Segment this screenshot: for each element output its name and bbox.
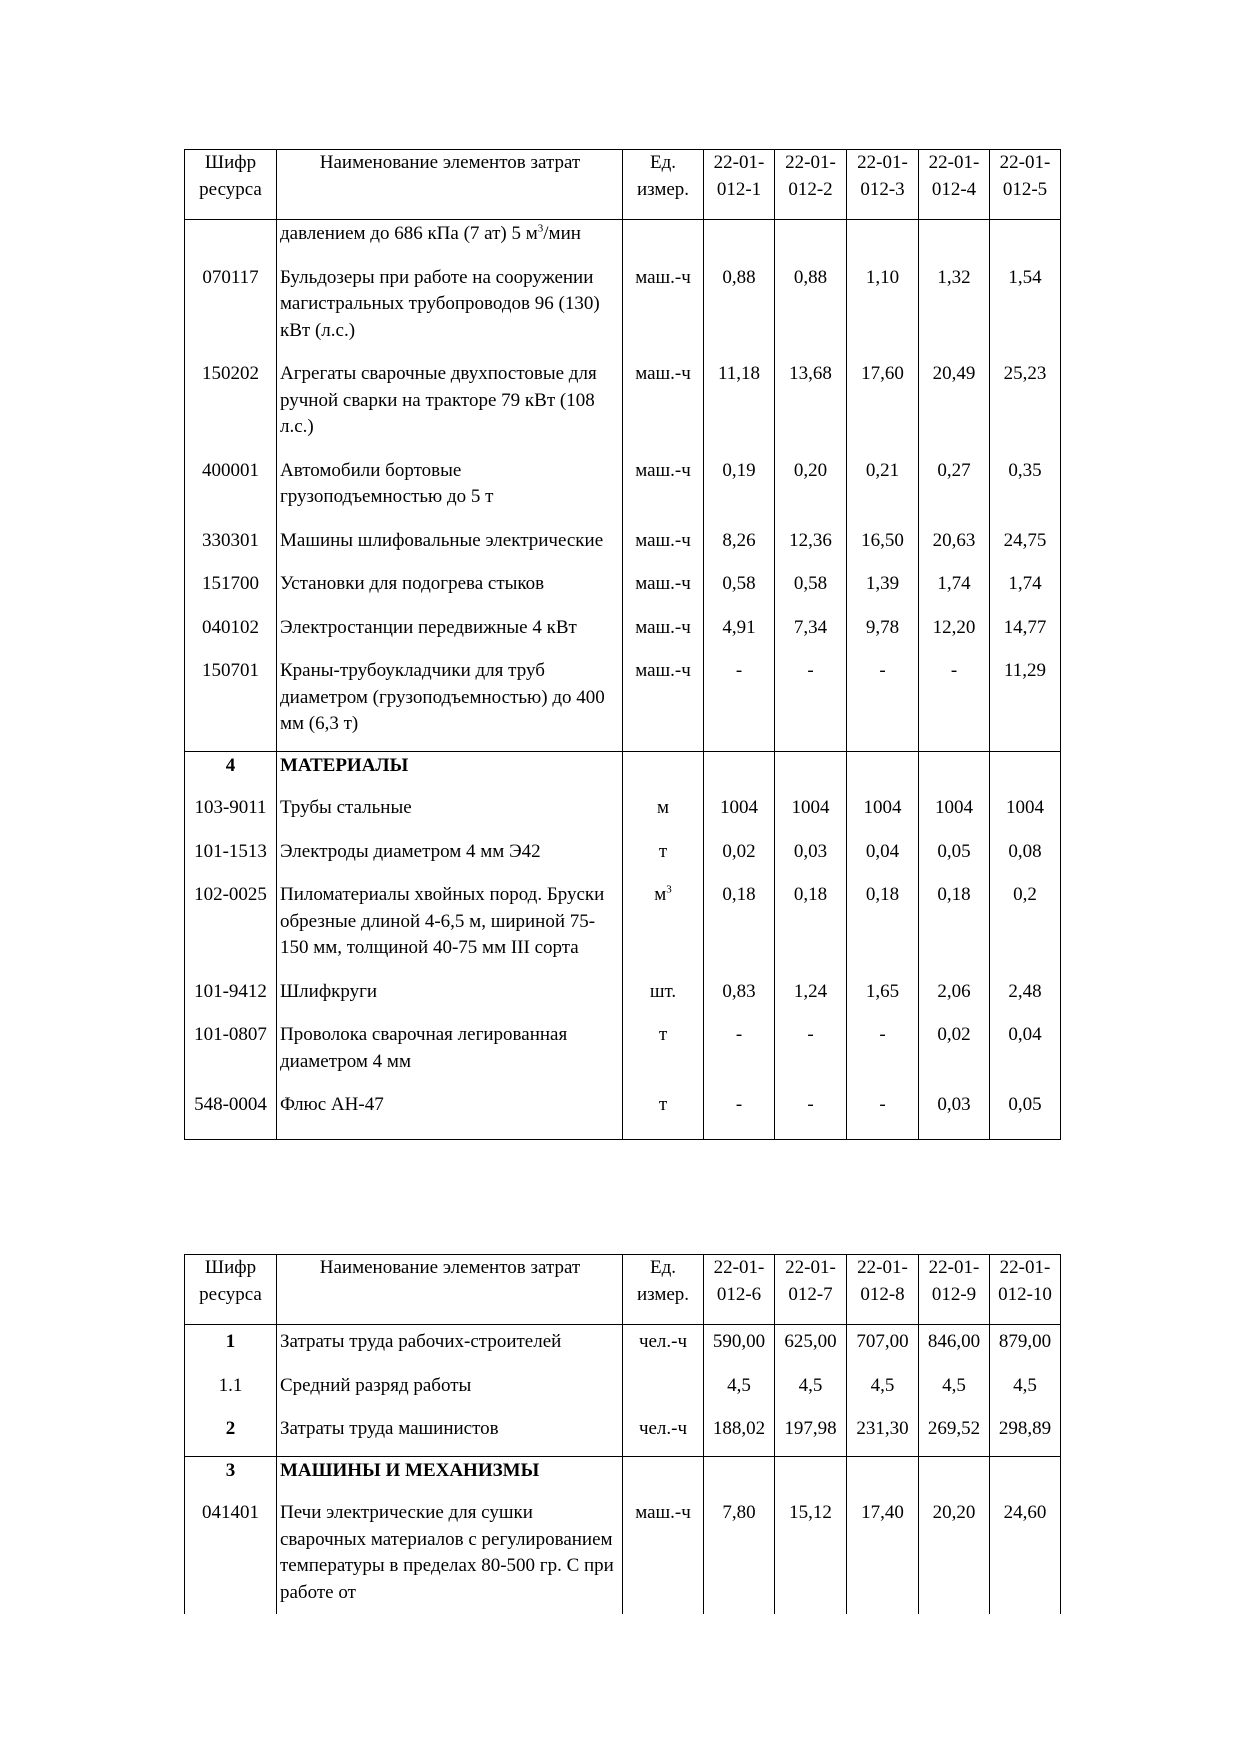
cell-code: 400001	[185, 454, 277, 524]
cell-unit: маш.-ч	[623, 261, 704, 358]
cell-value: 1,74	[919, 567, 990, 611]
cell-value: 8,26	[704, 524, 775, 568]
header-code: Шифр ресурса	[185, 150, 277, 220]
cell-name: Агрегаты сварочные двухпостовые для ручной сварки на тракторе 79 кВт (108 л.с.)	[277, 357, 623, 454]
cell-unit: маш.-ч	[623, 611, 704, 655]
cell-value: 197,98	[775, 1412, 847, 1456]
cell-value: 0,2	[990, 878, 1061, 975]
header-code: Шифр ресурса	[185, 1255, 277, 1325]
cell-value: 0,05	[919, 835, 990, 879]
cell-code: 150202	[185, 357, 277, 454]
cell-unit: чел.-ч	[623, 1412, 704, 1456]
cell-value: 1004	[847, 791, 919, 835]
cell-value: 24,75	[990, 524, 1061, 568]
cell-value: 1004	[775, 791, 847, 835]
cell-value: 0,04	[847, 835, 919, 879]
cell-code: 101-0807	[185, 1018, 277, 1088]
cell-code: 070117	[185, 261, 277, 358]
cell-unit: т	[623, 835, 704, 879]
cell-value: 4,91	[704, 611, 775, 655]
cell-value: 0,20	[775, 454, 847, 524]
cell-value: 1,10	[847, 261, 919, 358]
cell-name: Шлифкруги	[277, 975, 623, 1019]
cell-value: 0,05	[990, 1088, 1061, 1139]
section-code: 3	[185, 1456, 277, 1496]
cell-name: Печи электрические для сушки сварочных материалов с регулированием температуры в пределах 80-500 гр. С при работе от	[277, 1496, 623, 1614]
cell-value: 0,03	[775, 835, 847, 879]
cell-value: 1,24	[775, 975, 847, 1019]
cell-name: Флюс АН-47	[277, 1088, 623, 1139]
header-col: 22-01-012-4	[919, 150, 990, 220]
cell-unit: шт.	[623, 975, 704, 1019]
cell-value: 2,48	[990, 975, 1061, 1019]
header-col: 22-01-012-5	[990, 150, 1061, 220]
cell-value: 16,50	[847, 524, 919, 568]
header-name: Наименование элементов затрат	[277, 150, 623, 220]
cell-value: 7,34	[775, 611, 847, 655]
cell-value: 0,03	[919, 1088, 990, 1139]
header-col: 22-01-012-1	[704, 150, 775, 220]
cell-unit: маш.-ч	[623, 1496, 704, 1614]
cell-value: 0,18	[919, 878, 990, 975]
cell-value: -	[919, 654, 990, 751]
cell-unit: т	[623, 1088, 704, 1139]
header-name: Наименование элементов затрат	[277, 1255, 623, 1325]
cell-unit: м	[623, 791, 704, 835]
cell-unit: т	[623, 1018, 704, 1088]
cell-value: 15,12	[775, 1496, 847, 1614]
cell-name: Электроды диаметром 4 мм Э42	[277, 835, 623, 879]
cell-value: 0,35	[990, 454, 1061, 524]
cell-value: 0,08	[990, 835, 1061, 879]
cell-value: 0,88	[775, 261, 847, 358]
cell-value: 24,60	[990, 1496, 1061, 1614]
cell-name: Трубы стальные	[277, 791, 623, 835]
cell-value: -	[704, 1018, 775, 1088]
cell-value: 846,00	[919, 1325, 990, 1369]
cell-value: 0,04	[990, 1018, 1061, 1088]
section-code: 4	[185, 751, 277, 791]
cell-code: 040102	[185, 611, 277, 655]
cell-value: 879,00	[990, 1325, 1061, 1369]
cell-value: 4,5	[919, 1369, 990, 1413]
cell-value: 4,5	[704, 1369, 775, 1413]
header-col: 22-01-012-8	[847, 1255, 919, 1325]
cell-value: 20,63	[919, 524, 990, 568]
cell-name: Автомобили бортовые грузоподъемностью до 5 т	[277, 454, 623, 524]
cell-code: 1.1	[185, 1369, 277, 1413]
cell-value: 1,39	[847, 567, 919, 611]
cell-value: 0,19	[704, 454, 775, 524]
cell-unit: маш.-ч	[623, 654, 704, 751]
cell-value: 1004	[704, 791, 775, 835]
cell-unit: чел.-ч	[623, 1325, 704, 1369]
cell-value: 0,88	[704, 261, 775, 358]
cell-value: 590,00	[704, 1325, 775, 1369]
cell-value: 1,74	[990, 567, 1061, 611]
cell-unit: маш.-ч	[623, 567, 704, 611]
cell-name: Машины шлифовальные электрические	[277, 524, 623, 568]
cell-value: -	[775, 654, 847, 751]
section-title: МАТЕРИАЛЫ	[277, 751, 623, 791]
cell-value: 231,30	[847, 1412, 919, 1456]
header-col: 22-01-012-6	[704, 1255, 775, 1325]
header-col: 22-01-012-7	[775, 1255, 847, 1325]
table-header	[185, 1255, 1061, 1325]
cell-value: 707,00	[847, 1325, 919, 1369]
cell-code: 103-9011	[185, 791, 277, 835]
cell-value: 7,80	[704, 1496, 775, 1614]
cell-name: Электростанции передвижные 4 кВт	[277, 611, 623, 655]
header-col: 22-01-012-3	[847, 150, 919, 220]
cell-value: 1,32	[919, 261, 990, 358]
cell-value: 625,00	[775, 1325, 847, 1369]
cell-unit: маш.-ч	[623, 357, 704, 454]
cell-code: 041401	[185, 1496, 277, 1614]
cell-value: 17,40	[847, 1496, 919, 1614]
cell-value: 0,18	[847, 878, 919, 975]
table-row	[185, 1325, 1061, 1369]
cell-value: 14,77	[990, 611, 1061, 655]
section-title: МАШИНЫ И МЕХАНИЗМЫ	[277, 1456, 623, 1496]
cell-value: 0,21	[847, 454, 919, 524]
cell-name: Краны-трубоукладчики для труб диаметром (грузоподъемностью) до 400 мм (6,3 т)	[277, 654, 623, 751]
cell-value: 0,02	[704, 835, 775, 879]
table-row	[185, 1496, 1061, 1614]
cell-value: 1,65	[847, 975, 919, 1019]
cell-code: 102-0025	[185, 878, 277, 975]
cell-value: 11,18	[704, 357, 775, 454]
header-col: 22-01-012-10	[990, 1255, 1061, 1325]
cell-name: давлением до 686 кПа (7 ат) 5 $м^3$/мин	[277, 220, 623, 261]
table-row	[185, 1369, 1061, 1413]
header-col: 22-01-012-2	[775, 150, 847, 220]
cell-value: 4,5	[990, 1369, 1061, 1413]
section-row-machines	[185, 1456, 1061, 1496]
cell-code: 2	[185, 1412, 277, 1456]
cell-name: Установки для подогрева стыков	[277, 567, 623, 611]
table-row	[185, 1412, 1061, 1456]
cell-code: 1	[185, 1325, 277, 1369]
header-unit: Ед. измер.	[623, 1255, 704, 1325]
cell-value: 269,52	[919, 1412, 990, 1456]
cell-value: 0,58	[775, 567, 847, 611]
cell-name: Средний разряд работы	[277, 1369, 623, 1413]
cell-value: 11,29	[990, 654, 1061, 751]
cell-value: 0,83	[704, 975, 775, 1019]
cell-value: -	[704, 654, 775, 751]
cell-value: 0,18	[704, 878, 775, 975]
cell-value: 0,27	[919, 454, 990, 524]
cell-code: 150701	[185, 654, 277, 751]
cell-value: 20,20	[919, 1496, 990, 1614]
cell-value: 2,06	[919, 975, 990, 1019]
cell-value: 1004	[919, 791, 990, 835]
cell-value: 298,89	[990, 1412, 1061, 1456]
cell-value: 0,58	[704, 567, 775, 611]
cell-value: -	[847, 1088, 919, 1139]
cell-name: Пиломатериалы хвойных пород. Бруски обрезные длиной 4-6,5 м, шириной 75-150 мм, толщиной 40-75 мм III сорта	[277, 878, 623, 975]
cell-value: 188,02	[704, 1412, 775, 1456]
cell-code: 548-0004	[185, 1088, 277, 1139]
cell-name: Затраты труда рабочих-строителей	[277, 1325, 623, 1369]
cell-value: 12,20	[919, 611, 990, 655]
cell-value: -	[704, 1088, 775, 1139]
cell-value: 0,18	[775, 878, 847, 975]
cell-value: -	[775, 1018, 847, 1088]
labor-rows	[185, 1325, 1061, 1457]
cell-value: 20,49	[919, 357, 990, 454]
cell-value: -	[847, 1018, 919, 1088]
header-col: 22-01-012-9	[919, 1255, 990, 1325]
cell-name: Затраты труда машинистов	[277, 1412, 623, 1456]
cell-value: 13,68	[775, 357, 847, 454]
cell-value: 1,54	[990, 261, 1061, 358]
cell-code: 101-1513	[185, 835, 277, 879]
cell-unit: $м^3$	[623, 878, 704, 975]
cell-unit: маш.-ч	[623, 524, 704, 568]
cell-code: 151700	[185, 567, 277, 611]
cell-value: 9,78	[847, 611, 919, 655]
cell-value: 25,23	[990, 357, 1061, 454]
cell-value: 4,5	[775, 1369, 847, 1413]
cell-value: 0,02	[919, 1018, 990, 1088]
cell-value: 12,36	[775, 524, 847, 568]
cell-code: 330301	[185, 524, 277, 568]
cell-value: 4,5	[847, 1369, 919, 1413]
cell-value: -	[847, 654, 919, 751]
estimate-table-2	[184, 1254, 1061, 1614]
cell-code: 101-9412	[185, 975, 277, 1019]
machines-rows	[185, 1496, 1061, 1614]
cell-value: 17,60	[847, 357, 919, 454]
header-unit: Ед. измер.	[623, 150, 704, 220]
cell-name: Бульдозеры при работе на сооружении магистральных трубопроводов 96 (130) кВт (л.с.)	[277, 261, 623, 358]
cell-value: -	[775, 1088, 847, 1139]
cell-name: Проволока сварочная легированная диаметром 4 мм	[277, 1018, 623, 1088]
cell-unit: маш.-ч	[623, 454, 704, 524]
cell-value: 1004	[990, 791, 1061, 835]
cell-unit	[623, 1369, 704, 1413]
